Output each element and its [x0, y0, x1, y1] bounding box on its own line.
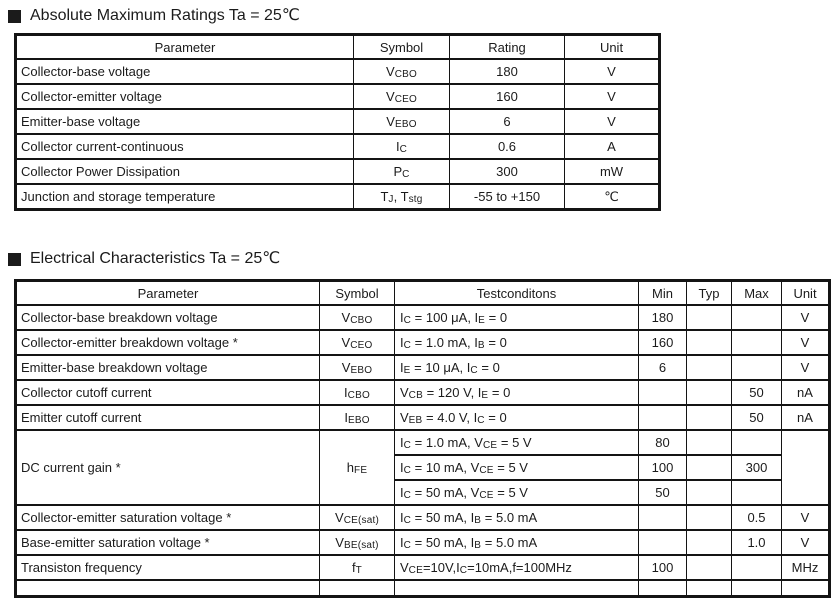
table-row [16, 530, 830, 555]
testcondition-cell: IC = 50 mA, VCE = 5 V [395, 480, 639, 505]
table-row [16, 405, 830, 430]
table-row [16, 380, 830, 405]
table-row [16, 330, 830, 355]
table-row [16, 184, 660, 210]
abs-max-section-title [8, 7, 833, 25]
symbol-cell: VCE(sat) [320, 505, 395, 530]
max-cell: 50 [732, 405, 782, 430]
col-header-typ: Typ [687, 281, 732, 306]
typ-cell [687, 480, 732, 505]
param-cell: Collector-base breakdown voltage [16, 305, 320, 330]
max-cell [732, 305, 782, 330]
elec-char-table [14, 279, 831, 598]
typ-cell [687, 380, 732, 405]
table-row [16, 555, 830, 580]
table-row-clipped [16, 580, 830, 597]
min-cell: 50 [639, 480, 687, 505]
min-cell: 6 [639, 355, 687, 380]
rating-cell: -55 to +150 [450, 184, 565, 210]
max-cell [732, 555, 782, 580]
col-header-testconditons: Testconditons [395, 281, 639, 306]
datasheet-page [0, 7, 833, 598]
col-header-parameter: Parameter [16, 35, 354, 60]
param-cell: Emitter-base voltage [16, 109, 354, 134]
symbol-cell: hFE [320, 430, 395, 505]
testcondition-cell: VEB = 4.0 V, IC = 0 [395, 405, 639, 430]
typ-cell [687, 305, 732, 330]
min-cell [639, 580, 687, 597]
testcondition-cell: IC = 100 μA, IE = 0 [395, 305, 639, 330]
unit-cell: V [782, 355, 830, 380]
param-cell: Collector-base voltage [16, 59, 354, 84]
min-cell: 80 [639, 430, 687, 455]
table-row [16, 159, 660, 184]
unit-cell: A [565, 134, 660, 159]
typ-cell [687, 405, 732, 430]
unit-cell: V [565, 59, 660, 84]
param-cell [16, 580, 320, 597]
elec-char-section-title [8, 250, 833, 268]
testcondition-cell: IC = 10 mA, VCE = 5 V [395, 455, 639, 480]
table-row [16, 109, 660, 134]
typ-cell [687, 430, 732, 455]
param-cell: Base-emitter saturation voltage * [16, 530, 320, 555]
min-cell [639, 405, 687, 430]
symbol-cell: VEBO [354, 109, 450, 134]
param-cell: Junction and storage temperature [16, 184, 354, 210]
unit-cell: nA [782, 380, 830, 405]
unit-cell: nA [782, 405, 830, 430]
symbol-cell: VCEO [354, 84, 450, 109]
col-header-symbol: Symbol [354, 35, 450, 60]
typ-cell [687, 580, 732, 597]
testcondition-cell: IE = 10 μA, IC = 0 [395, 355, 639, 380]
testcondition-cell: IC = 1.0 mA, IB = 0 [395, 330, 639, 355]
typ-cell [687, 530, 732, 555]
testcondition-cell: IC = 50 mA, IB = 5.0 mA [395, 505, 639, 530]
symbol-cell: VCBO [354, 59, 450, 84]
param-cell: Collector-emitter voltage [16, 84, 354, 109]
symbol-cell: PC [354, 159, 450, 184]
param-cell: Transiston frequency [16, 555, 320, 580]
symbol-cell: VEBO [320, 355, 395, 380]
symbol-cell: VCBO [320, 305, 395, 330]
col-header-min: Min [639, 281, 687, 306]
max-cell: 50 [732, 380, 782, 405]
param-cell: Emitter-base breakdown voltage [16, 355, 320, 380]
table-header-row [16, 35, 660, 60]
rating-cell: 6 [450, 109, 565, 134]
typ-cell [687, 555, 732, 580]
max-cell [732, 580, 782, 597]
col-header-symbol: Symbol [320, 281, 395, 306]
symbol-cell: TJ, Tstg [354, 184, 450, 210]
min-cell [639, 530, 687, 555]
section-bullet-icon [8, 253, 21, 266]
symbol-cell: VCEO [320, 330, 395, 355]
table-row [16, 59, 660, 84]
unit-cell: V [782, 505, 830, 530]
typ-cell [687, 330, 732, 355]
param-cell: DC current gain * [16, 430, 320, 505]
abs-max-table [14, 33, 661, 211]
typ-cell [687, 355, 732, 380]
table-row [16, 505, 830, 530]
col-header-rating: Rating [450, 35, 565, 60]
min-cell [639, 380, 687, 405]
rating-cell: 180 [450, 59, 565, 84]
testcondition-cell [395, 580, 639, 597]
table-row [16, 134, 660, 159]
table-row [16, 355, 830, 380]
param-cell: Collector current-continuous [16, 134, 354, 159]
col-header-unit: Unit [782, 281, 830, 306]
max-cell [732, 430, 782, 455]
unit-cell: V [782, 330, 830, 355]
symbol-cell: fT [320, 555, 395, 580]
col-header-parameter: Parameter [16, 281, 320, 306]
max-cell [732, 355, 782, 380]
table-row [16, 430, 830, 455]
min-cell: 100 [639, 555, 687, 580]
symbol-cell: ICBO [320, 380, 395, 405]
rating-cell: 300 [450, 159, 565, 184]
min-cell [639, 505, 687, 530]
testcondition-cell: IC = 50 mA, IB = 5.0 mA [395, 530, 639, 555]
table-row [16, 84, 660, 109]
max-cell: 1.0 [732, 530, 782, 555]
testcondition-cell: VCE=10V,IC=10mA,f=100MHz [395, 555, 639, 580]
unit-cell: V [782, 305, 830, 330]
symbol-cell [320, 580, 395, 597]
unit-cell [782, 580, 830, 597]
rating-cell: 0.6 [450, 134, 565, 159]
symbol-cell: IEBO [320, 405, 395, 430]
typ-cell [687, 505, 732, 530]
typ-cell [687, 455, 732, 480]
testcondition-cell: VCB = 120 V, IE = 0 [395, 380, 639, 405]
abs-max-title-text: Absolute Maximum Ratings Ta = 25℃ [30, 7, 300, 24]
unit-cell: V [565, 84, 660, 109]
param-cell: Collector-emitter saturation voltage * [16, 505, 320, 530]
max-cell: 0.5 [732, 505, 782, 530]
unit-cell: V [782, 530, 830, 555]
param-cell: Emitter cutoff current [16, 405, 320, 430]
param-cell: Collector cutoff current [16, 380, 320, 405]
param-cell: Collector-emitter breakdown voltage * [16, 330, 320, 355]
max-cell [732, 480, 782, 505]
min-cell: 180 [639, 305, 687, 330]
unit-cell: V [565, 109, 660, 134]
symbol-cell: IC [354, 134, 450, 159]
unit-cell: mW [565, 159, 660, 184]
max-cell: 300 [732, 455, 782, 480]
table-header-row [16, 281, 830, 306]
section-bullet-icon [8, 10, 21, 23]
unit-cell: ℃ [565, 184, 660, 210]
testcondition-cell: IC = 1.0 mA, VCE = 5 V [395, 430, 639, 455]
param-cell: Collector Power Dissipation [16, 159, 354, 184]
min-cell: 100 [639, 455, 687, 480]
min-cell: 160 [639, 330, 687, 355]
unit-cell [782, 430, 830, 505]
col-header-unit: Unit [565, 35, 660, 60]
unit-cell: MHz [782, 555, 830, 580]
symbol-cell: VBE(sat) [320, 530, 395, 555]
col-header-max: Max [732, 281, 782, 306]
max-cell [732, 330, 782, 355]
elec-char-title-text: Electrical Characteristics Ta = 25℃ [30, 250, 281, 267]
rating-cell: 160 [450, 84, 565, 109]
table-row [16, 305, 830, 330]
